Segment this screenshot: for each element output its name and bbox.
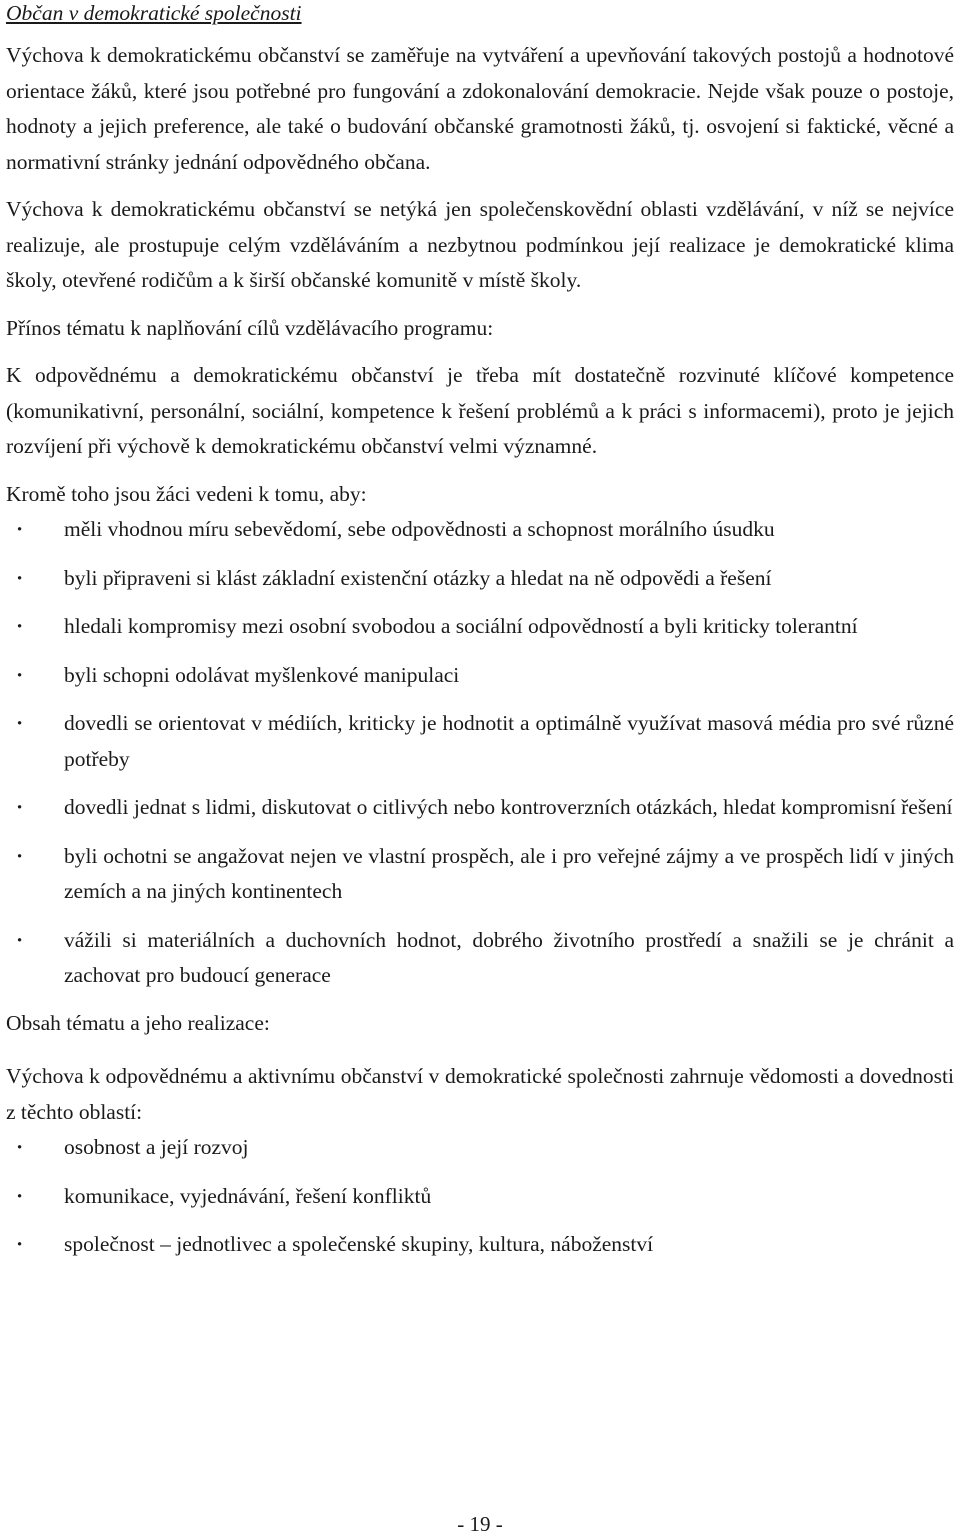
list-item-text: byli ochotni se angažovat nejen ve vlastní prospěch, ale i pro veřejné zájmy a ve prospěch lidí v jiných zemích a na jiných kontinentech [64, 843, 954, 903]
bullet-icon: · [16, 843, 24, 868]
list-item [6, 1130, 954, 1166]
paragraph-content-intro: Výchova k odpovědnému a aktivnímu občanství v demokratické společnosti zahrnuje vědomosti a dovednosti z těchto oblastí: [6, 1064, 954, 1124]
page-number: - 19 - [457, 1512, 503, 1536]
areas-list [6, 1130, 954, 1263]
list-item [6, 1179, 954, 1215]
document-page [6, 0, 954, 1263]
bullet-icon: · [16, 711, 24, 735]
goals-list [6, 512, 954, 994]
bullet-icon: · [16, 517, 24, 541]
bullet-icon: · [16, 795, 24, 819]
list-item-text: osobnost a její rozvoj [64, 1135, 249, 1159]
list-item [6, 658, 954, 694]
list-item-text: měli vhodnou míru sebevědomí, sebe odpovědnosti a schopnost morálního úsudku [64, 517, 775, 541]
list-item [6, 1227, 954, 1263]
paragraph-list-intro: Kromě toho jsou žáci vedeni k tomu, aby: [6, 481, 367, 506]
list-item-text: byli připraveni si klást základní existenční otázky a hledat na ně odpovědi a řešení [64, 565, 772, 590]
list-item [6, 561, 954, 597]
bullet-icon: · [16, 662, 24, 687]
list-item [6, 706, 954, 777]
list-item-text: komunikace, vyjednávání, řešení konfliktů [64, 1183, 432, 1208]
paragraph-competences: K odpovědnému a demokratickému občanství je třeba mít dostatečně rozvinuté klíčové kompetence (komunikativní, personální, sociální, kompetence k řešení problémů a k práci s informacemi), proto je jejich rozvíjení při výchově k demokratickému občanství velmi významné. [6, 363, 954, 458]
section-heading: Občan v demokratické společnosti [6, 1, 302, 25]
list-item [6, 609, 954, 645]
list-item-text: hledali kompromisy mezi osobní svobodou a sociální odpovědností a byli kriticky tolerantní [64, 614, 858, 638]
paragraph-scope: Výchova k demokratickému občanství se netýká jen společenskovědní oblasti vzdělávání, v níž se nejvíce realizuje, ale prostupuje celým vzděláváním a nezbytnou podmínkou její realizace je demokratické klima školy, otevřené rodičům a k širší občanské komunitě v místě školy. [6, 197, 954, 292]
bullet-icon: · [16, 614, 24, 638]
paragraph-intro: Výchova k demokratickému občanství se zaměřuje na vytváření a upevňování takových postojů a hodnotové orientace žáků, které jsou potřebné pro fungování a zdokonalování demokracie. Nejde však pouze o postoje, hodnoty a jejich preference, ale také o budování občanské gramotnosti žáků, tj. osvojení si faktické, věcné a normativní stránky jednání odpovědného občana. [6, 43, 954, 174]
bullet-icon: · [16, 1135, 24, 1159]
bullet-icon: · [16, 1183, 24, 1208]
list-item [6, 790, 954, 826]
paragraph-benefit-heading: Přínos tématu k naplňování cílů vzdělávacího programu: [6, 315, 494, 340]
list-item-text: dovedli jednat s lidmi, diskutovat o citlivých nebo kontroverzních otázkách, hledat kompromisní řešení [64, 795, 953, 819]
list-item [6, 512, 954, 548]
bullet-icon: · [16, 565, 24, 590]
list-item-text: společnost – jednotlivec a společenské skupiny, kultura, náboženství [64, 1232, 654, 1256]
list-item-text: byli schopni odolávat myšlenkové manipulaci [64, 662, 460, 687]
bullet-icon: · [16, 927, 24, 952]
bullet-icon: · [16, 1232, 24, 1256]
list-item [6, 923, 954, 994]
list-item-text: vážili si materiálních a duchovních hodnot, dobrého životního prostředí a snažili se je chránit a zachovat pro budoucí generace [64, 927, 954, 987]
paragraph-content-heading: Obsah tématu a jeho realizace: [6, 1010, 270, 1035]
list-item-text: dovedli se orientovat v médiích, kriticky je hodnotit a optimálně využívat masová média pro své různé potřeby [64, 711, 954, 771]
list-item [6, 839, 954, 910]
